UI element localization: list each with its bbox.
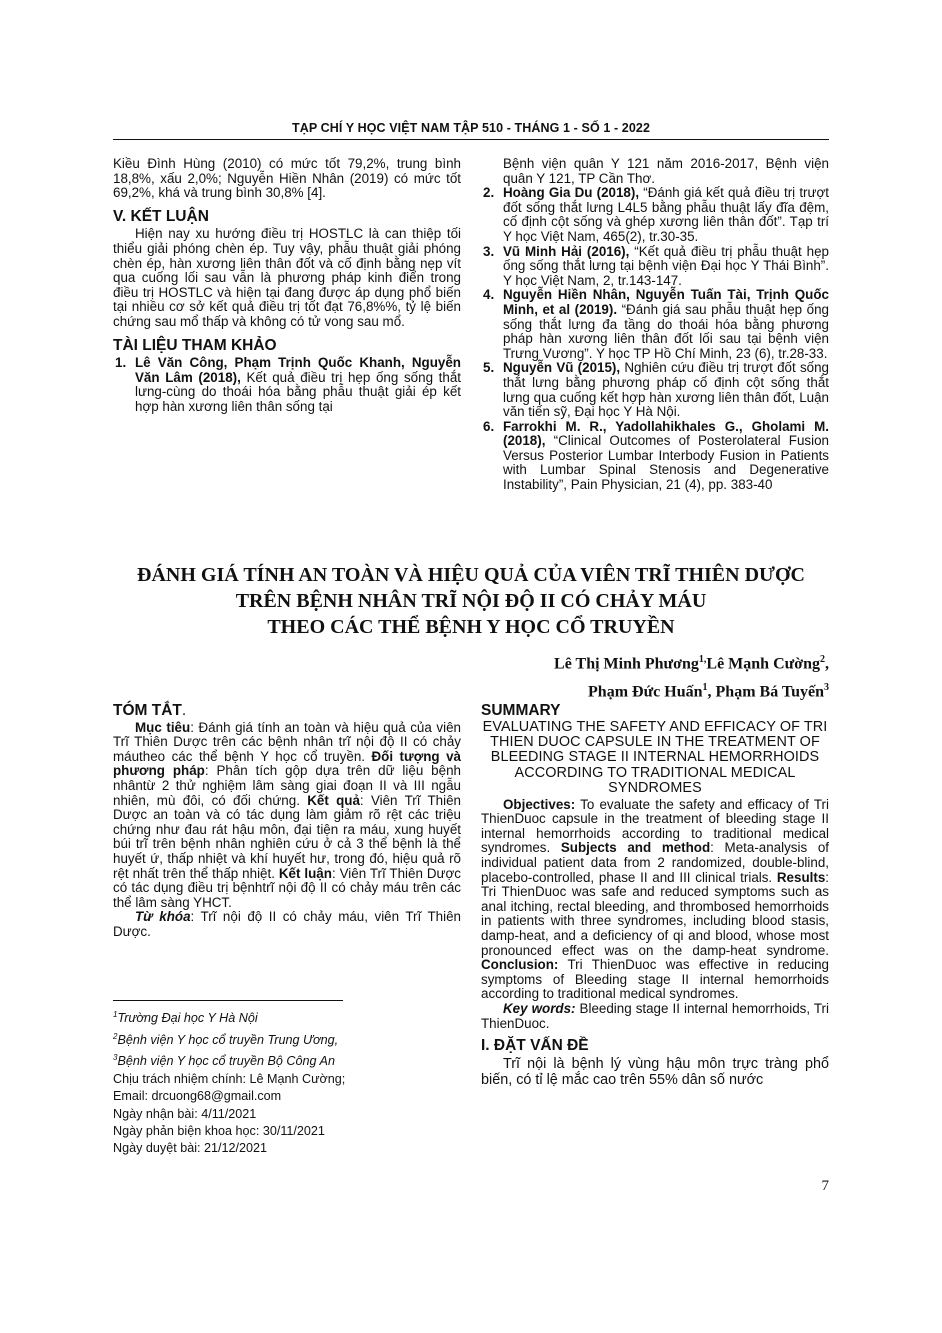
reference-list-left xyxy=(113,356,461,414)
introduction-paragraph: Trĩ nội là bệnh lý vùng hậu môn trực tràng phổ biến, có tỉ lệ mắc cao trên 55% dân số nước xyxy=(481,1055,829,1089)
reference-item: 1. Lê Văn Công, Phạm Trịnh Quốc Khanh, Nguyễn Văn Lâm (2018), Kết quả điều trị hẹp ống sống thắt lưng-cùng do thoái hóa bằng phẫu thuật giải ép kết hợp hàn xương liên thân sống tại xyxy=(115,355,461,414)
title-line: ĐÁNH GIÁ TÍNH AN TOÀN VÀ HIỆU QUẢ CỦA VIÊN TRĨ THIÊN DƯỢC xyxy=(137,564,805,586)
reference-list-right xyxy=(481,157,829,493)
top-right-column xyxy=(481,157,829,493)
summary-title: EVALUATING THE SAFETY AND EFFICACY OF TRI THIEN DUOC CAPSULE IN THE TREATMENT OF BLEEDING STAGE II INTERNAL HEMORRHOIDS ACCORDING TO TRADITIONAL MEDICAL SYNDROMES xyxy=(482,718,828,797)
references-heading: TÀI LIỆU THAM KHẢO xyxy=(113,336,277,354)
continuation-paragraph: Kiều Đình Hùng (2010) có mức tốt 79,2%, trung bình 18,8%, xấu 2,0%; Nguyễn Hiền Nhân (2019) có mức tốt 69,2%, khá và trung bình 30,8% [4]. xyxy=(113,156,461,201)
abstract-heading: TÓM TẮT. xyxy=(113,702,187,719)
date-reviewed: Ngày phản biện khoa học: 30/11/2021 xyxy=(113,1124,325,1138)
conclusion-paragraph: Hiện nay xu hướng điều trị HOSTLC là can thiệp tối thiểu giải phóng chèn ép. Tuy vậy, phẫu thuật giải phóng chèn ép, hàn xương liên thân đốt và cố định bằng nẹp vít qua cuống lối sau vẫn là phương pháp kinh điển trong điều trị HOSTLC và hiện tại đang được áp dụng phổ biến tại nhiều cơ sở kết quả điều trị tốt đạt 76,8%%, tỷ lệ biến chứng sau mổ thấp và không có tử vong sau mổ. xyxy=(113,226,461,329)
reference-item: 2. Hoàng Gia Du (2018), “Đánh giá kết quả điều trị trượt đốt sống thắt lưng L4L5 bằng phẫu thuật lấy đĩa đệm, cố định cột sống và ghép xương liên thân đốt”. Tạp trí Y học Việt Nam, 465(2), tr.30-35. xyxy=(483,185,829,244)
author-line-2: Phạm Đức Huấn$^1$, Phạm Bá Tuyến$^3$ xyxy=(588,682,829,701)
summary-body: Objectives: To evaluate the safety and efficacy of Tri ThienDuoc capsule in the treatment of bleeding stage II internal hemorrhoids according to traditional medical syndromes. Subjects and method: Meta-analysis of individual patient data from 2 randomized, double-blind, placebo-controlled, phase II and III clinical trials. Results: Tri ThienDuoc was safe and reduced symptoms such as anal itching, rectal bleeding, and thrombosed hemorrhoids in patients with three syndromes, including blood stasis, damp-heat, and a deficiency of qi and blood, whose most pronounced effect was on the damp-heat syndrome. Conclusion: Tri ThienDuoc was effective in reducing symptoms of Bleeding stage II internal hemorrhoids according to traditional medical syndromes. xyxy=(481,796,829,1002)
conclusion-heading: V. KẾT LUẬN xyxy=(113,207,209,225)
running-head-rule xyxy=(113,139,829,140)
page-number: 7 xyxy=(821,1178,829,1194)
affiliation: $^2$Bệnh viện Y học cổ truyền Trung Ương, xyxy=(113,1031,339,1047)
date-accepted: Ngày duyệt bài: 21/12/2021 xyxy=(113,1141,268,1156)
article-title xyxy=(113,562,829,640)
author-list xyxy=(409,648,829,705)
email: Email: drcuong68@gmail.com xyxy=(113,1089,282,1104)
corresponding-author: Chịu trách nhiệm chính: Lê Mạnh Cường; xyxy=(113,1071,346,1086)
reference-item: 4. Nguyễn Hiền Nhân, Nguyễn Tuấn Tài, Trịnh Quốc Minh, et al (2019). “Đánh giá sau phẫu thuật hẹp ống sống thắt lưng đa tầng do thoái hóa bằng phương pháp hàn xương liên thân đốt lối sau tại bệnh viện Trưng Vương”. Y học TP Hồ Chí Minh, 23 (6), tr.28-33. xyxy=(483,287,829,361)
abstract-vietnamese xyxy=(113,704,461,940)
title-line: TRÊN BỆNH NHÂN TRĨ NỘI ĐỘ II CÓ CHẢY MÁU xyxy=(235,590,707,612)
abstract-english xyxy=(481,704,829,1089)
affiliation: $^3$Bệnh viện Y học cổ truyền Bộ Công An xyxy=(113,1053,335,1069)
abstract-body: Mục tiêu: Đánh giá tính an toàn và hiệu quả của viên Trĩ Thiên Dược trên các bệnh nhân trĩ nội độ II có chảy máutheo các thể bệnh Y học cổ truyền. Đối tượng và phương pháp: Phân tích gộp dựa trên dữ liệu bệnh nhântừ 2 thử nghiệm lâm sàng giai đoạn II và III ngẫu nhiên, mù đôi, có đối chứng. Kết quả: Viên Trĩ Thiên Dược an toàn và có tác dụng làm giảm rõ rệt các triệu chứng như đau rát hậu môn, đại tiện ra máu, xung huyết búi trĩ trên bệnh nhân nghiên cứu ở cả 3 thể bệnh là thể huyết ứ, thấp nhiệt và khí huyết hư, trong đó, hiệu quả rõ rệt nhất trên thể thấp nhiệt. Kết luận: Viên Trĩ Thiên Dược có tác dụng điều trị bệnhtrĩ nội độ II có chảy máu trên các thể lâm sàng YHCT. xyxy=(113,719,461,910)
top-left-column xyxy=(113,157,461,415)
keywords-vietnamese: Từ khóa: Trĩ nội độ II có chảy máu, viên Trĩ Thiên Dược. xyxy=(113,909,461,939)
author-name: Lê Thị Minh Phương xyxy=(554,655,699,673)
running-head: TẠP CHÍ Y HỌC VIỆT NAM TẬP 510 - THÁNG 1 - SỐ 1 - 2022 xyxy=(291,121,651,135)
title-line: THEO CÁC THỂ BỆNH Y HỌC CỔ TRUYỀN xyxy=(267,616,675,638)
reference-item: 6. Farrokhi M. R., Yadollahikhales G., Gholami M. (2018), “Clinical Outcomes of Posterolateral Fusion Versus Posterior Lumbar Interbody Fusion in Patients with Lumbar Spinal Stenosis and Degenerative Instability”, Pain Physician, 21 (4), pp. 383-40 xyxy=(483,418,829,493)
footnote-rule xyxy=(113,1000,343,1001)
reference-item-continued: Bệnh viện quân Y 121 năm 2016-2017, Bệnh viện quân Y 121, TP Cần Thơ. xyxy=(503,156,829,186)
reference-item: 5. Nguyễn Vũ (2015), Nghiên cứu điều trị trượt đốt sống thắt lưng bằng phương pháp cố định cột sống thắt lưng qua cuống kết hợp hàn xương liên thân đốt, Luận văn tiến sỹ, Đại học Y Hà Nội. xyxy=(483,360,829,420)
summary-heading: SUMMARY xyxy=(481,702,561,719)
author-name: Phạm Bá Tuyến xyxy=(715,683,824,701)
reference-item: 3. Vũ Minh Hải (2016), “Kết quả điều trị phẫu thuật hẹp ống sống thắt lưng tại bệnh viện Đại học Y Thái Bình”. Y học Việt Nam, 2, tr.143-147. xyxy=(483,243,829,288)
author-line-1: Lê Thị Minh Phương$^{1,}$Lê Mạnh Cường$^2$, xyxy=(554,654,829,673)
author-name: Phạm Đức Huấn xyxy=(588,683,703,701)
date-received: Ngày nhận bài: 4/11/2021 xyxy=(113,1106,257,1121)
footnotes xyxy=(113,1006,443,1158)
author-name: Lê Mạnh Cường xyxy=(706,655,820,673)
keywords-english: Key words: Bleeding stage II internal hemorrhoids, Tri ThienDuoc. xyxy=(481,1000,829,1031)
affiliation: $^1$Trường Đại học Y Hà Nội xyxy=(113,1010,258,1026)
introduction-heading: I. ĐẶT VẤN ĐỀ xyxy=(481,1037,589,1055)
